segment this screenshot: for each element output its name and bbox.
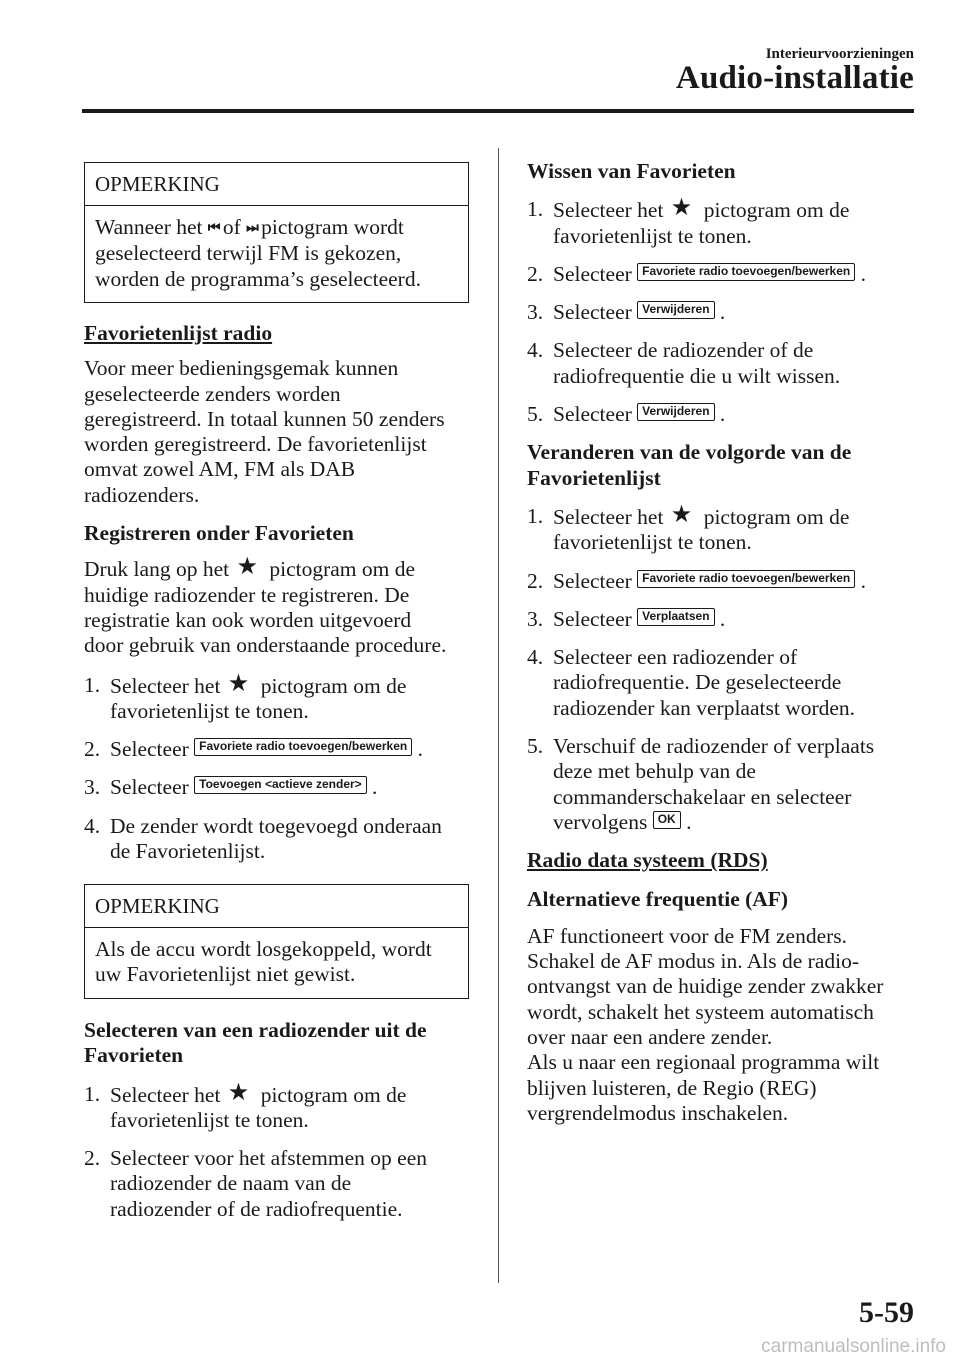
text-line: worden geregistreerd. De favorietenlijst <box>84 432 427 457</box>
step-text <box>110 737 470 762</box>
text-line: uw Favorietenlijst niet gewist. <box>95 962 356 987</box>
text-line: huidige radiozender te registreren. De <box>84 582 410 607</box>
text-line: favorietenlijst te tonen. <box>110 1107 309 1132</box>
subsection-heading <box>84 1018 470 1069</box>
text-line: Selecteer het <box>110 1082 226 1107</box>
star-icon: ★ <box>670 499 693 528</box>
text-line: Als de accu wordt losgekoppeld, wordt <box>95 937 432 961</box>
text-line: . <box>366 775 378 800</box>
text-line: pictogram om de <box>698 198 850 223</box>
favorites-section <box>84 321 470 864</box>
note-heading: OPMERKING <box>85 163 468 206</box>
step-number: 4. <box>527 645 544 670</box>
list-item <box>84 1077 470 1134</box>
step-text <box>553 734 919 835</box>
page-title: Audio-installatie <box>675 60 914 96</box>
list-item <box>527 300 919 325</box>
step-number: 2. <box>527 261 544 286</box>
text-line: registratie kan ook worden uitgevoerd <box>84 607 412 632</box>
text-line: radiozender de naam van de <box>110 1171 352 1196</box>
text-line: Selecteer het <box>553 504 669 529</box>
text-line: Selecteren van een radiozender uit de <box>84 1018 427 1042</box>
paragraph <box>84 356 470 508</box>
text-line: Selecteer de radiozender of de <box>553 338 814 363</box>
favorite-radio-add-edit-button[interactable]: Favoriete radio toevoegen/bewerken <box>637 570 855 588</box>
step-number: 5. <box>527 734 544 759</box>
list-item <box>84 814 470 865</box>
paragraph <box>527 924 919 1126</box>
text-line: Schakel de AF modus in. Als de radio- <box>527 949 860 974</box>
list-item <box>84 1146 470 1222</box>
step-text <box>553 569 919 594</box>
watermark: carmanualsonline.info <box>761 1336 946 1357</box>
ok-button[interactable]: OK <box>653 811 681 829</box>
text-line: Selecteer <box>110 775 195 800</box>
text-line: wordt, schakelt het systeem automatisch <box>527 999 874 1024</box>
text-line: ontvangst van de huidige zender zwakker <box>527 974 884 999</box>
step-text <box>553 499 919 556</box>
subsection-heading: Wissen van Favorieten <box>527 159 736 183</box>
header-rule <box>82 109 914 113</box>
step-number: 2. <box>527 568 544 593</box>
delete-button[interactable]: Verwijderen <box>637 301 714 319</box>
subsection-heading: Registreren onder Favorieten <box>84 521 354 546</box>
step-text <box>553 402 919 427</box>
text-line: radiozenders. <box>84 482 200 507</box>
step-text <box>110 1077 470 1134</box>
paragraph <box>84 552 470 658</box>
star-icon: ★ <box>670 193 693 222</box>
text-line: pictogram om de <box>263 557 416 582</box>
step-text <box>553 645 919 721</box>
note-text: geselecteerd terwijl FM is gekozen, <box>95 241 402 266</box>
text-line: favorietenlijst te tonen. <box>553 530 752 555</box>
text-line: geregistreerd. In totaal kunnen 50 zenders <box>84 406 445 431</box>
section-heading: Radio data systeem (RDS) <box>527 848 768 873</box>
subsection-heading <box>527 440 919 491</box>
favorite-radio-add-edit-button[interactable]: Favoriete radio toevoegen/bewerken <box>194 738 412 756</box>
note-text: worden de programma’s geselecteerd. <box>95 266 421 291</box>
text-line: Als u naar een regionaal programma wilt <box>527 1050 880 1075</box>
text-line: radiozender kan verplaatst worden. <box>553 695 856 720</box>
list-item <box>527 499 919 556</box>
skip-forward-icon: ⏭ <box>246 220 256 236</box>
note-box-1 <box>84 162 469 303</box>
page-number: 5-59 <box>859 1296 914 1329</box>
text-line: omvat zowel AM, FM als DAB <box>84 457 356 482</box>
text-line: pictogram om de <box>698 504 850 529</box>
note-text: pictogram wordt <box>255 215 404 239</box>
note-body <box>85 206 468 302</box>
text-line: De zender wordt toegevoegd onderaan <box>110 813 442 838</box>
text-line: Selecteer het <box>110 673 226 698</box>
step-number: 3. <box>527 300 544 325</box>
text-line: . <box>855 568 866 593</box>
text-line: favorietenlijst te tonen. <box>110 698 309 723</box>
subsection-heading: Alternatieve frequentie (AF) <box>527 886 789 911</box>
text-line: Voor meer bedieningsgemak kunnen <box>84 356 399 381</box>
text-line: AF functioneert voor de FM zenders. <box>527 923 848 948</box>
text-line: pictogram om de <box>255 673 407 698</box>
text-line: blijven luisteren, de Regio (REG) <box>527 1075 817 1100</box>
text-line: pictogram om de <box>255 1082 407 1107</box>
move-button[interactable]: Verplaatsen <box>637 608 714 626</box>
text-line: Selecteer <box>110 737 195 762</box>
text-line: radiofrequentie. De geselecteerde <box>553 670 842 695</box>
text-line: Selecteer het <box>553 198 669 223</box>
step-number: 3. <box>527 606 544 631</box>
list-item <box>84 668 470 725</box>
text-line: . <box>680 809 692 834</box>
text-line: over naar een andere zender. <box>527 1025 773 1050</box>
section-heading: Favorietenlijst radio <box>84 321 273 345</box>
favorite-radio-add-edit-button[interactable]: Favoriete radio toevoegen/bewerken <box>637 263 855 281</box>
text-line: radiozender of de radiofrequentie. <box>110 1196 403 1221</box>
text-line: Selecteer <box>553 606 638 631</box>
step-number: 1. <box>84 1081 101 1106</box>
star-icon: ★ <box>227 1077 250 1106</box>
step-text <box>110 668 470 725</box>
step-number: 4. <box>84 813 101 838</box>
star-icon: ★ <box>227 668 250 697</box>
text-line: de Favorietenlijst. <box>110 839 266 864</box>
section-title: Interieurvoorzieningen <box>765 46 914 62</box>
column-divider <box>498 148 499 1283</box>
step-number: 2. <box>84 737 101 762</box>
text-line: . <box>714 606 726 631</box>
text-line: geselecteerde zenders worden <box>84 381 341 406</box>
step-number: 5. <box>527 402 544 427</box>
delete-button[interactable]: Verwijderen <box>637 403 714 421</box>
step-number: 1. <box>527 503 544 528</box>
list-item <box>527 734 919 835</box>
text-line: Favorieten <box>84 1043 184 1068</box>
list-item <box>527 569 919 594</box>
note-text: of <box>217 215 247 239</box>
text-line: Druk lang op het <box>84 557 235 582</box>
star-icon: ★ <box>236 552 258 581</box>
list-item <box>527 645 919 721</box>
step-text <box>553 193 919 249</box>
step-text <box>110 814 470 865</box>
text-line: Selecteer <box>553 402 638 427</box>
text-line: Selecteer <box>553 568 638 593</box>
step-text <box>110 1146 470 1222</box>
text-line: . <box>412 737 423 762</box>
text-line: vergrendelmodus inschakelen. <box>527 1100 789 1125</box>
skip-back-icon: ⏮ <box>207 220 218 236</box>
text-line: . <box>714 402 726 427</box>
text-line: favorietenlijst te tonen. <box>553 223 752 248</box>
text-line: Selecteer <box>553 261 638 286</box>
step-text <box>553 338 919 389</box>
text-line: . <box>855 261 866 286</box>
list-item <box>527 607 919 632</box>
text-line: . <box>714 300 726 325</box>
delete-section <box>527 159 919 1126</box>
text-line: Verschuif de radiozender of verplaats <box>553 734 875 759</box>
step-number: 1. <box>527 197 544 222</box>
step-number: 4. <box>527 338 544 363</box>
list-item <box>527 262 919 287</box>
step-text <box>553 262 919 287</box>
note-heading: OPMERKING <box>85 885 468 928</box>
text-line: deze met behulp van de <box>553 759 756 784</box>
step-number: 1. <box>84 672 101 697</box>
note-body <box>85 928 468 998</box>
step-text <box>110 775 470 800</box>
select-section <box>84 1018 470 1222</box>
text-line: door gebruik van onderstaande procedure. <box>84 633 447 658</box>
text-line: commanderschakelaar en selecteer <box>553 784 852 809</box>
text-line: radiofrequentie die u wilt wissen. <box>553 363 841 388</box>
step-number: 3. <box>84 775 101 800</box>
text-line: Selecteer voor het afstemmen op een <box>110 1146 427 1171</box>
list-item <box>527 338 919 389</box>
step-number: 2. <box>84 1146 101 1171</box>
list-item <box>527 193 919 249</box>
add-active-station-button[interactable]: Toevoegen <actieve zender> <box>194 776 367 794</box>
step-text <box>553 300 919 325</box>
list-item <box>84 775 470 800</box>
text-line: Veranderen van de volgorde van de <box>527 440 852 465</box>
note-text: Wanneer het <box>95 215 208 239</box>
note-box-2 <box>84 884 469 999</box>
list-item <box>84 737 470 762</box>
text-line: Favorietenlijst <box>527 465 661 490</box>
step-text <box>553 607 919 632</box>
text-line: Selecteer een radiozender of <box>553 645 798 670</box>
text-line: Selecteer <box>553 300 638 325</box>
list-item <box>527 402 919 427</box>
text-line: vervolgens <box>553 809 653 834</box>
